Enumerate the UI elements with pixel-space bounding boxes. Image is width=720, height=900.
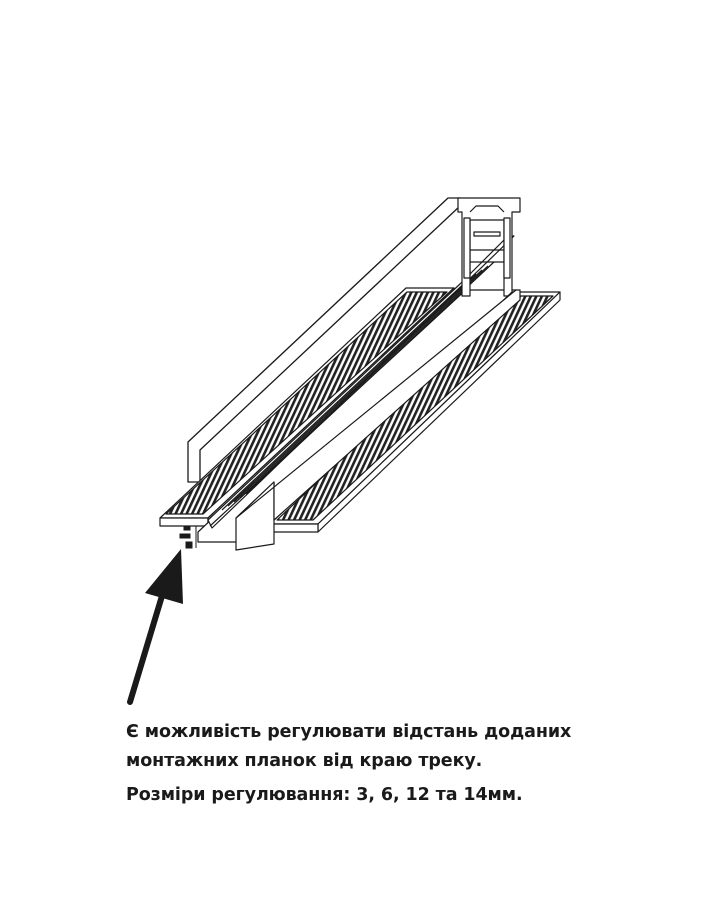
caption-sizes-block	[126, 781, 686, 810]
caption-line-1: Є можливість регулювати відстань доданих	[126, 722, 572, 742]
caption-sizes: Розміри регулювання: 3, 6, 12 та 14мм.	[126, 785, 523, 805]
caption-line-2: монтажних планок від краю треку.	[126, 751, 483, 771]
track-profile-bottom	[180, 526, 196, 548]
arrow-icon	[130, 549, 183, 702]
track-profile-end	[458, 198, 520, 296]
caption-description	[126, 718, 686, 776]
